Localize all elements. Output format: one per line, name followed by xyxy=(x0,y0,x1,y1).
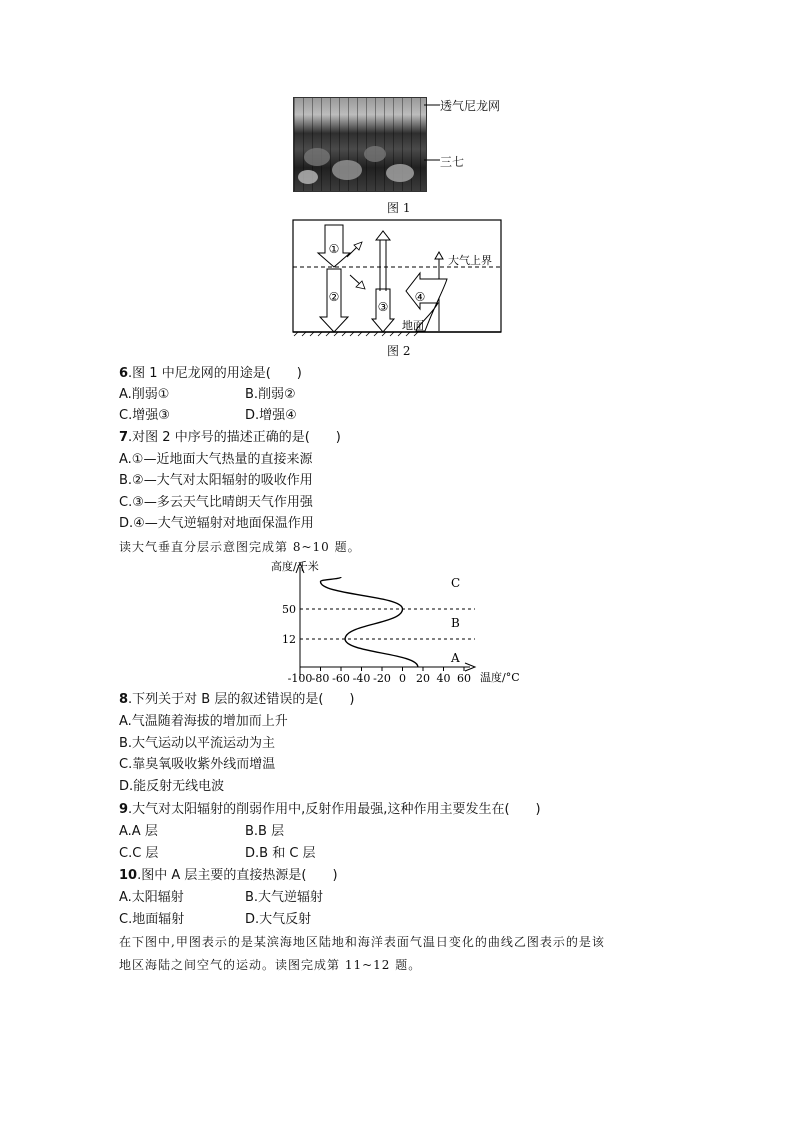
q8-option-b: B.大气运动以平流运动为主 xyxy=(119,736,276,751)
layer-label-c: C xyxy=(451,576,461,590)
q8-option-d: D.能反射无线电波 xyxy=(119,779,225,794)
q6-option-a: A.削弱① xyxy=(119,387,170,402)
y-axis-label: 高度/千米 xyxy=(271,560,319,573)
q7-option-c: C.③—多云天气比晴朗天气作用强 xyxy=(119,495,313,510)
layer-label-b: B xyxy=(451,616,460,630)
radiation-diagram xyxy=(292,219,502,337)
y-tick-label: 12 xyxy=(282,633,296,646)
question-7-number: 7 xyxy=(119,430,129,445)
question-9-number: 9 xyxy=(119,802,129,817)
marker-1: ① xyxy=(328,242,340,256)
temperature-curve xyxy=(321,577,418,667)
question-10-number: 10 xyxy=(119,868,138,883)
x-tick-label: 60 xyxy=(457,672,471,685)
x-tick-label: 40 xyxy=(436,672,451,685)
label-atmosphere-top: 大气上界 xyxy=(448,254,492,267)
question-9 xyxy=(119,800,541,820)
q7-option-a: A.①—近地面大气热量的直接来源 xyxy=(119,452,313,467)
greenhouse-photo xyxy=(293,97,427,192)
x-tick-label: 20 xyxy=(416,672,430,685)
question-8-number: 8 xyxy=(119,692,129,707)
q9-option-c: C.C 层 xyxy=(119,846,159,861)
x-axis-label: 温度/°C xyxy=(480,671,520,684)
intro-11-12-line1: 在下图中,甲图表示的是某滨海地区陆地和海洋表面气温日变化的曲线乙图表示的是该 xyxy=(119,935,605,949)
figure2-caption: 图 2 xyxy=(387,344,411,358)
q7-option-d: D.④—大气逆辐射对地面保温作用 xyxy=(119,516,314,531)
q9-option-d: D.B 和 C 层 xyxy=(245,846,316,861)
x-tick-label: -40 xyxy=(352,672,371,685)
label-ground: 地面 xyxy=(402,319,424,332)
q7-option-b: B.②—大气对太阳辐射的吸收作用 xyxy=(119,473,313,488)
question-6-number: 6 xyxy=(119,366,129,381)
marker-2: ② xyxy=(328,290,340,304)
q10-option-a: A.太阳辐射 xyxy=(119,890,184,905)
q8-option-c: C.靠臭氧吸收紫外线而增温 xyxy=(119,757,276,772)
question-8 xyxy=(119,690,355,710)
question-10-stem: .图中 A 层主要的直接热源是( ) xyxy=(137,868,338,883)
question-6 xyxy=(119,364,302,384)
question-7 xyxy=(119,428,341,448)
marker-4: ④ xyxy=(414,290,426,304)
x-tick-label: -100 xyxy=(287,672,313,685)
x-tick-label: -20 xyxy=(373,672,391,685)
q10-option-d: D.大气反射 xyxy=(245,912,312,927)
figure1-caption: 图 1 xyxy=(387,201,411,215)
intro-8-10: 读大气垂直分层示意图完成第 8~10 题。 xyxy=(119,540,361,554)
x-tick-label: -80 xyxy=(311,672,330,685)
x-tick-label: -60 xyxy=(332,672,350,685)
y-tick-label: 50 xyxy=(282,603,296,616)
q6-option-d: D.增强④ xyxy=(245,408,297,423)
question-7-stem: .对图 2 中序号的描述正确的是( ) xyxy=(128,430,341,445)
q8-option-a: A.气温随着海拔的增加而上升 xyxy=(119,714,288,729)
q9-option-b: B.B 层 xyxy=(245,824,285,839)
label-nylon-net: 透气尼龙网 xyxy=(440,99,501,113)
question-8-stem: .下列关于对 B 层的叙述错误的是( ) xyxy=(128,692,355,707)
q9-option-a: A.A 层 xyxy=(119,824,158,839)
label-sanqi: 三七 xyxy=(440,155,465,169)
layer-label-a: A xyxy=(451,651,460,665)
marker-3: ③ xyxy=(377,300,389,314)
question-10 xyxy=(119,866,338,886)
intro-11-12-line2: 地区海陆之间空气的运动。读图完成第 11~12 题。 xyxy=(119,958,422,972)
atmosphere-layer-chart xyxy=(265,557,535,687)
question-6-stem: .图 1 中尼龙网的用途是( ) xyxy=(128,366,302,381)
x-tick-label: 0 xyxy=(399,672,406,685)
q6-option-b: B.削弱② xyxy=(245,387,296,402)
q6-option-c: C.增强③ xyxy=(119,408,170,423)
question-9-stem: .大气对太阳辐射的削弱作用中,反射作用最强,这种作用主要发生在( ) xyxy=(128,802,541,817)
q10-option-c: C.地面辐射 xyxy=(119,912,185,927)
q10-option-b: B.大气逆辐射 xyxy=(245,890,324,905)
